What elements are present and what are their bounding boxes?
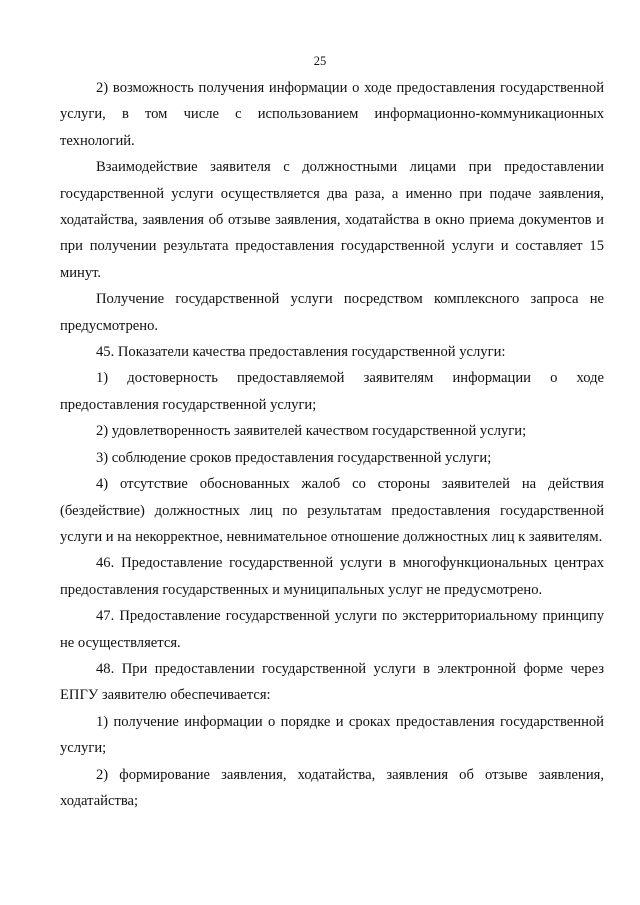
paragraph-45-item-1: 1) достоверность предоставляемой заявителям информации о ходе предоставления государственной услуги; [60, 370, 604, 413]
paragraph-45-item-2: 2) удовлетворенность заявителей качеством государственной услуги; [96, 423, 527, 440]
paragraph-45-item-4: 4) отсутствие обоснованных жалоб со стороны заявителей на действия (бездействие) должностных лиц по результатам предоставления государственной услуги и на некорректное, невнимательное отношение должностных лиц к заявителям. [60, 476, 604, 545]
paragraph-48-item-2: 2) формирование заявления, ходатайства, заявления об отзыве заявления, ходатайства; [60, 766, 604, 809]
paragraph-complex-request: Получение государственной услуги посредством комплексного запроса не предусмотрено. [60, 291, 604, 334]
paragraph-45-quality: 45. Показатели качества предоставления государственной услуги: [96, 344, 506, 361]
paragraph-interaction: Взаимодействие заявителя с должностными лицами при предоставлении государственной услуги осуществляется два раза, а именно при подаче заявления, ходатайства, заявления об отзыве заявления, ходатайства в окно приема документов и при получении результата предоставления государственной услуги и составляет 15 минут. [60, 159, 604, 281]
document-body [60, 75, 604, 814]
paragraph-48-electronic: 48. При предоставлении государственной услуги в электронной форме через ЕПГУ заявителю обеспечивается: [60, 660, 604, 704]
paragraph-45-item-3: 3) соблюдение сроков предоставления государственной услуги; [96, 449, 492, 466]
paragraph-info-progress: 2) возможность получения информации о ходе предоставления государственной услуги, в том числе с использованием информационно-коммуникационных технологий. [60, 80, 604, 149]
page-number: 25 [313, 54, 327, 68]
paragraph-46-mfc: 46. Предоставление государственной услуги в многофункциональных центрах предоставления государственных и муниципальных услуг не предусмотрено. [60, 555, 604, 598]
paragraph-47-extraterritorial: 47. Предоставление государственной услуги по экстерриториальному принципу не осуществляется. [60, 608, 604, 651]
paragraph-48-item-1: 1) получение информации о порядке и сроках предоставления государственной услуги; [60, 713, 604, 757]
